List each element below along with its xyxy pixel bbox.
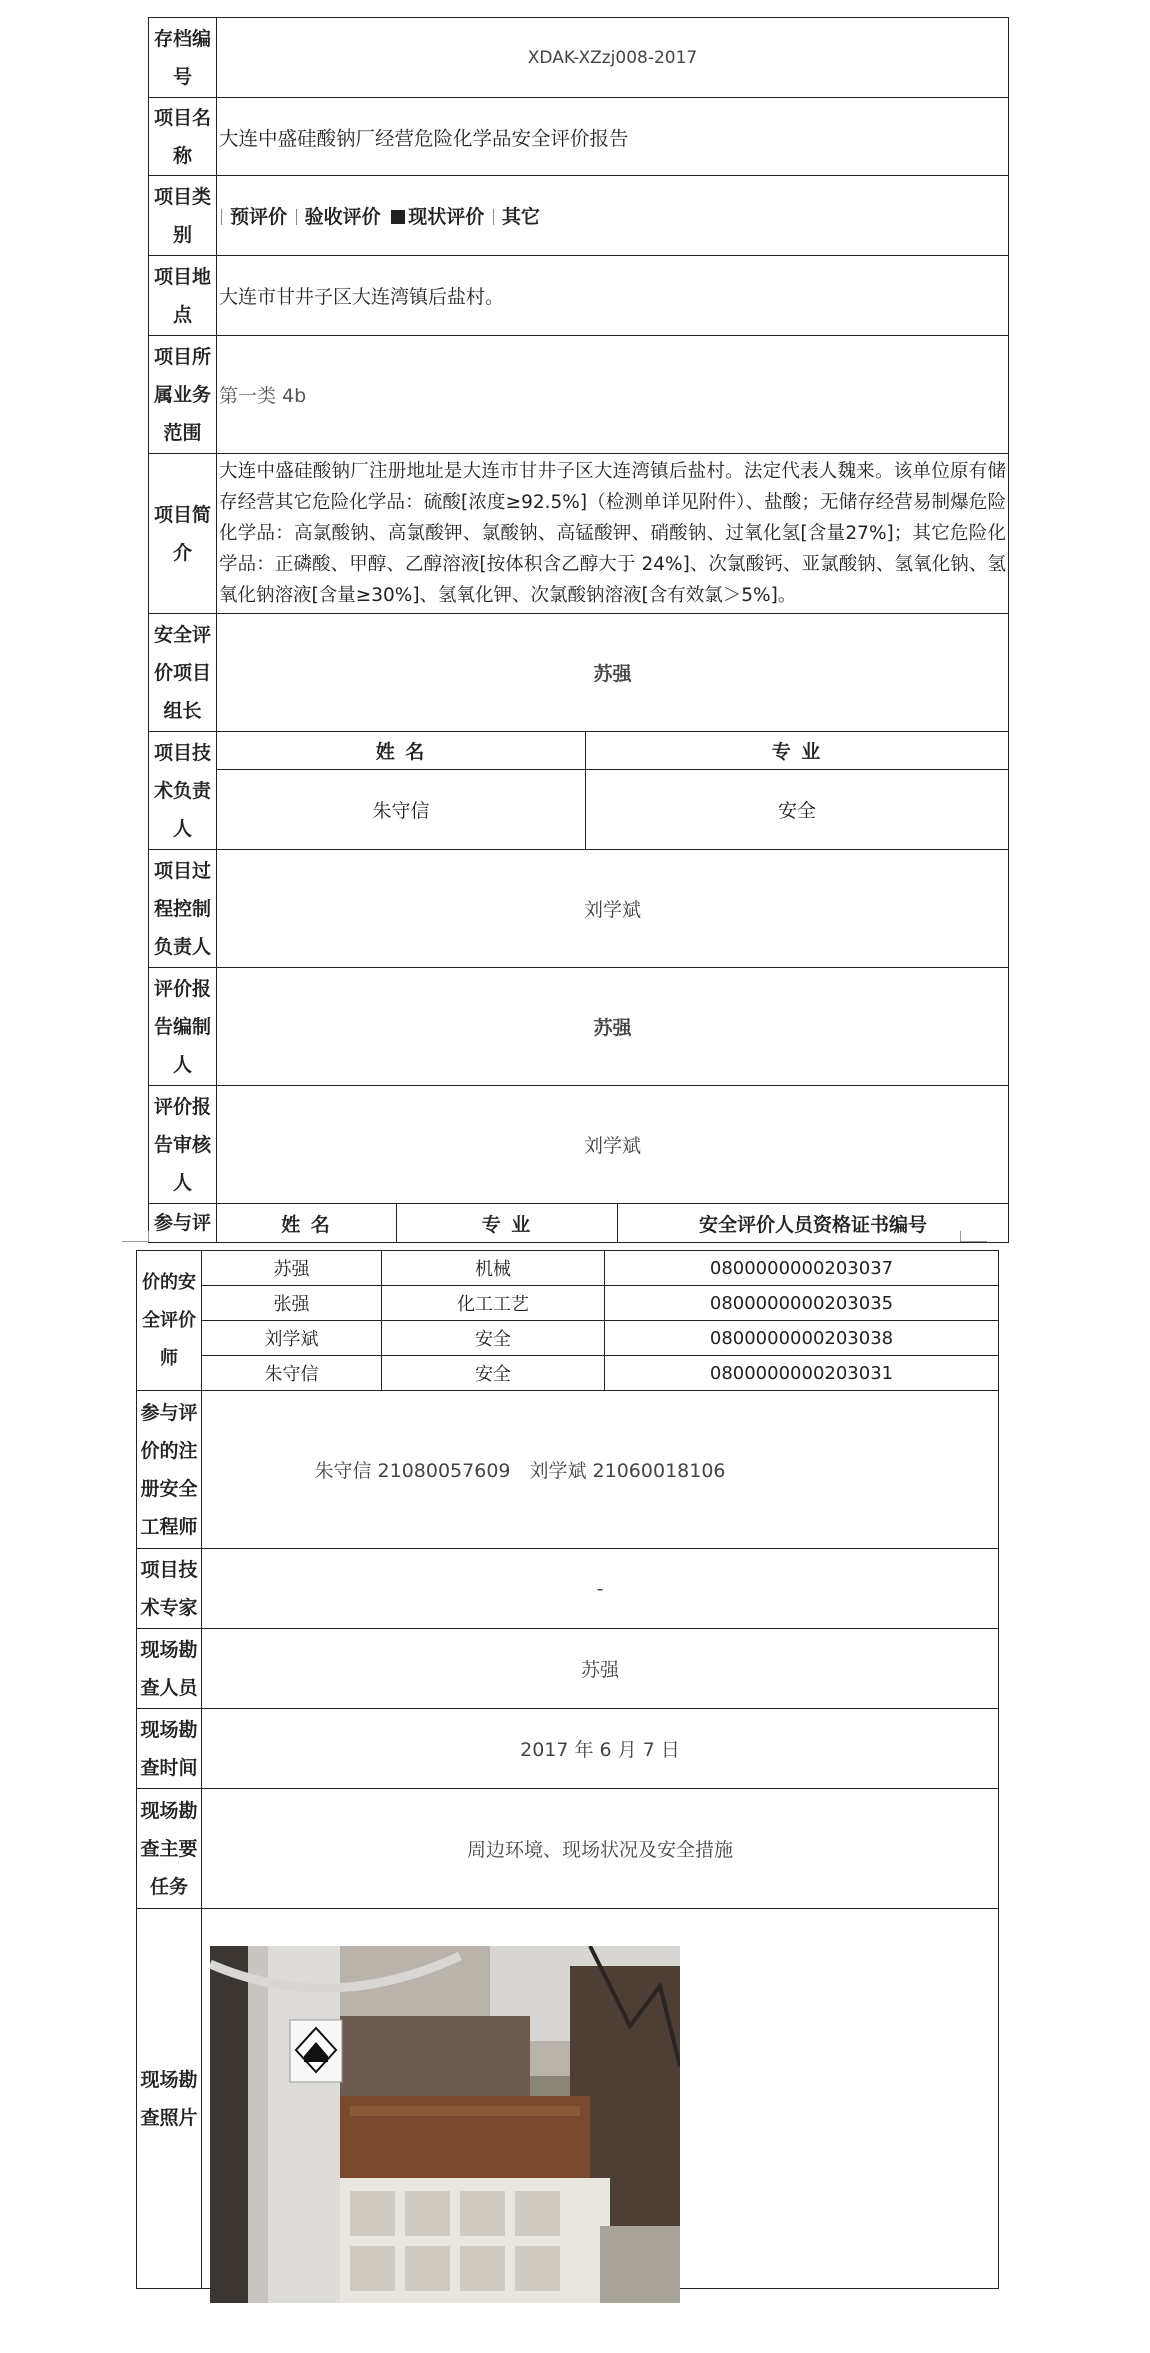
participant-name: 朱守信: [202, 1356, 382, 1391]
survey-time-label: 现场勘查时间: [137, 1709, 202, 1789]
tech-lead-major: 安全: [586, 770, 1009, 850]
participant-name: 苏强: [202, 1251, 382, 1286]
author-value: 苏强: [217, 968, 1009, 1086]
row-summary: [149, 454, 1009, 614]
category-label: 项目类别: [149, 176, 217, 256]
checkbox-empty-icon: [493, 209, 498, 225]
row-reviewer: [149, 1086, 1009, 1204]
reviewer-label: 评价报告审核人: [149, 1086, 217, 1204]
location-value: 大连市甘井子区大连湾镇后盐村。: [217, 256, 1009, 336]
participants-label-bottom: 价的安全评价师: [137, 1251, 202, 1391]
row-tech-lead-header: [149, 732, 1009, 770]
row-process-lead: [149, 850, 1009, 968]
participants-major-header: 专 业: [397, 1204, 618, 1243]
participant-row: [137, 1286, 999, 1321]
summary-label: 项目简介: [149, 454, 217, 614]
site-photo: [210, 1946, 680, 2303]
checkbox-filled-icon: [391, 210, 405, 224]
survey-staff-label: 现场勘查人员: [137, 1629, 202, 1709]
row-project-name: [149, 98, 1009, 176]
participant-major: 安全: [382, 1356, 605, 1391]
participant-row: [137, 1251, 999, 1286]
row-archive-no: [149, 18, 1009, 98]
archive-no-label: 存档编号: [149, 18, 217, 98]
survey-task-label: 现场勘查主要任务: [137, 1789, 202, 1909]
scope-value: 第一类 4b: [217, 336, 1009, 454]
survey-task-value: 周边环境、现场状况及安全措施: [202, 1789, 999, 1909]
engineers-value: 朱守信 21080057609 刘学斌 21060018106: [202, 1391, 999, 1549]
project-name-value: 大连中盛硅酸钠厂经营危险化学品安全评价报告: [217, 98, 1009, 176]
team-leader-label: 安全评价项目组长: [149, 614, 217, 732]
participant-name: 刘学斌: [202, 1321, 382, 1356]
site-photo-image: [210, 1946, 680, 2303]
process-lead-label: 项目过程控制负责人: [149, 850, 217, 968]
name-header: 姓 名: [217, 732, 586, 770]
location-label: 项目地点: [149, 256, 217, 336]
row-survey-task: [137, 1789, 999, 1909]
survey-staff-value: 苏强: [202, 1629, 999, 1709]
summary-value: 大连中盛硅酸钠厂注册地址是大连市甘井子区大连湾镇后盐村。法定代表人魏来。该单位原有储存经营其它危险化学品：硫酸[浓度≥92.5%]（检测单详见附件）、盐酸；无储存经营易制爆危险化学品：高氯酸钠、高氯酸钾、氯酸钠、高锰酸钾、硝酸钠、过氧化氢[含量27%]；其它危险化学品：正磷酸、甲醇、乙醇溶液[按体积含乙醇大于 24%]、次氯酸钙、亚氯酸钠、氢氧化钠、氢氧化钠溶液[含量≥30%]、氢氧化钾、次氯酸钠溶液[含有效氯＞5%]。: [217, 454, 1009, 614]
row-category: [149, 176, 1009, 256]
expert-label: 项目技术专家: [137, 1549, 202, 1629]
participant-row: [137, 1356, 999, 1391]
engineers-label: 参与评价的注册安全工程师: [137, 1391, 202, 1549]
expert-value: -: [202, 1549, 999, 1629]
row-expert: [137, 1549, 999, 1629]
row-tech-lead: [149, 770, 1009, 850]
participants-cert-header: 安全评价人员资格证书编号: [618, 1204, 1009, 1243]
row-survey-time: [137, 1709, 999, 1789]
row-survey-staff: [137, 1629, 999, 1709]
participant-name: 张强: [202, 1286, 382, 1321]
archive-no-value: XDAK-XZzj008-2017: [217, 18, 1009, 98]
participant-cert: 0800000000203031: [605, 1356, 999, 1391]
checkbox-empty-icon: [221, 209, 226, 225]
process-lead-value: 刘学斌: [217, 850, 1009, 968]
major-header: 专 业: [586, 732, 1009, 770]
tech-lead-name: 朱守信: [217, 770, 586, 850]
participants-label-top: 参与评: [149, 1204, 217, 1243]
category-options: [217, 176, 1009, 256]
participant-major: 安全: [382, 1321, 605, 1356]
participant-cert: 0800000000203037: [605, 1251, 999, 1286]
row-scope: [149, 336, 1009, 454]
scope-label: 项目所属业务范围: [149, 336, 217, 454]
participant-major: 机械: [382, 1251, 605, 1286]
row-author: [149, 968, 1009, 1086]
reviewer-value: 刘学斌: [217, 1086, 1009, 1204]
participants-name-header: 姓 名: [217, 1204, 397, 1243]
info-table-page-1: [148, 17, 1008, 1243]
crop-mark: [960, 1231, 987, 1242]
row-location: [149, 256, 1009, 336]
crop-mark: [122, 1231, 149, 1242]
project-name-label: 项目名称: [149, 98, 217, 176]
team-leader-value: 苏强: [217, 614, 1009, 732]
participant-major: 化工工艺: [382, 1286, 605, 1321]
category-option-other: 其它: [501, 206, 540, 228]
category-option-pre: 预评价: [230, 206, 288, 228]
checkbox-empty-icon: [296, 209, 301, 225]
category-option-status: 现状评价: [408, 206, 485, 228]
participant-cert: 0800000000203038: [605, 1321, 999, 1356]
participant-cert: 0800000000203035: [605, 1286, 999, 1321]
author-label: 评价报告编制人: [149, 968, 217, 1086]
row-engineers: [137, 1391, 999, 1549]
tech-lead-label: 项目技术负责人: [149, 732, 217, 850]
survey-photo-label: 现场勘查照片: [137, 1909, 202, 2289]
page-break: [0, 1231, 1150, 1249]
category-option-acceptance: 验收评价: [304, 206, 381, 228]
survey-time-value: 2017 年 6 月 7 日: [202, 1709, 999, 1789]
row-team-leader: [149, 614, 1009, 732]
participant-row: [137, 1321, 999, 1356]
